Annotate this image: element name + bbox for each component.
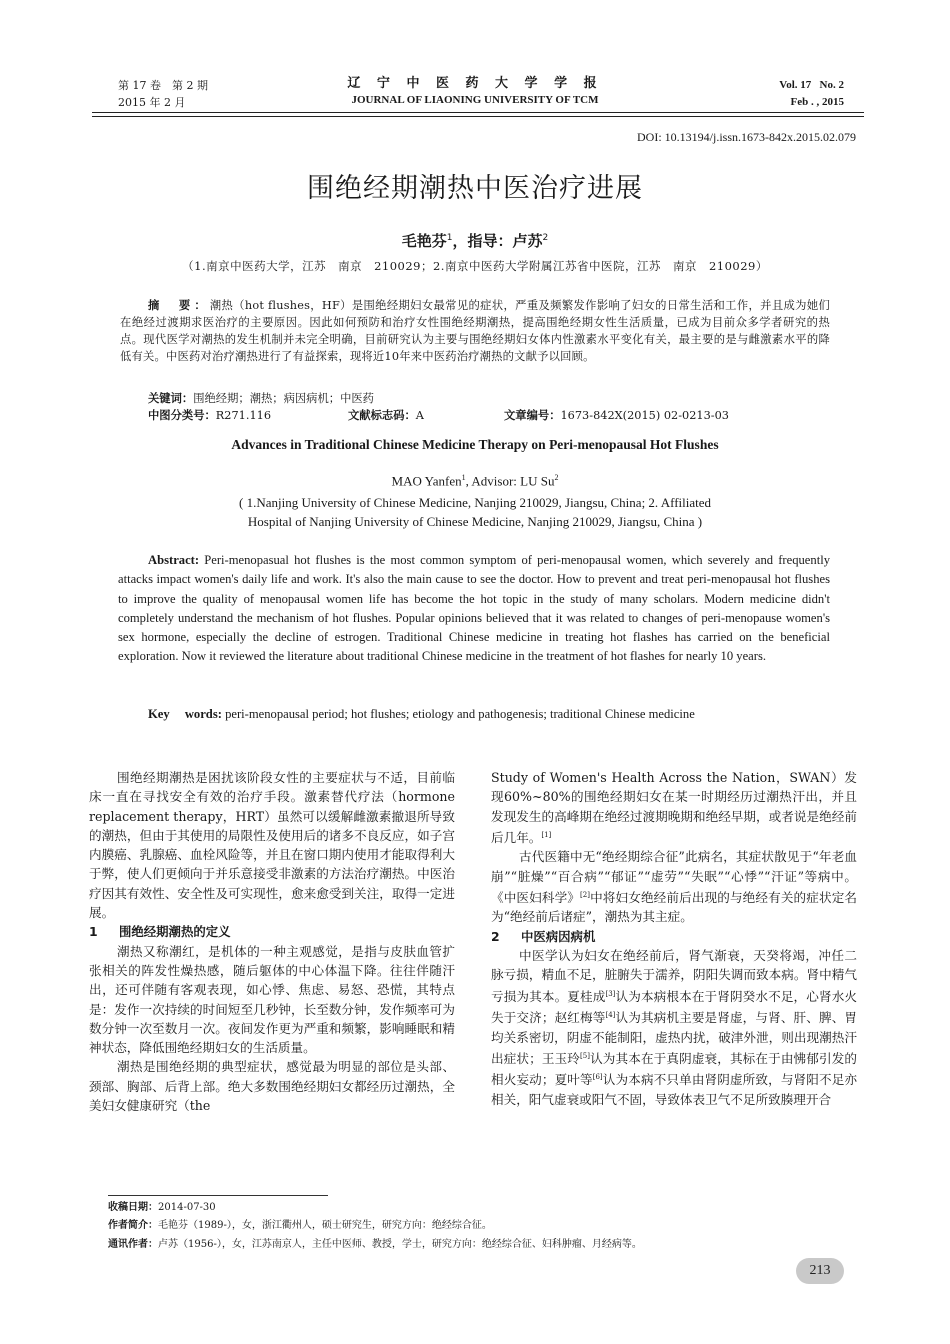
issue-en: No. 2 [819,79,844,91]
abstract-cn-label: 摘 要： [148,299,210,312]
author-en-sup-1: 1 [461,473,466,482]
citation-3: [3] [605,989,616,998]
citation-5: [5] [580,1051,590,1060]
journal-name-en: JOURNAL OF LIAONING UNIVERSITY OF TCM [351,94,599,106]
section-title-1: 围绝经期潮热的定义 [119,924,231,940]
body-column-right [491,768,857,1109]
etiology-paragraph [491,946,857,1109]
doc-code-value: A [415,409,424,422]
section-heading-2 [491,927,857,946]
article-no-label: 文章编号： [504,409,561,422]
author-sup-1: 1 [446,233,453,243]
running-header-left [118,77,208,111]
etiology-text-d: 认为其本在于真阴虚衰，其标在于由怫郁引发的相火妄动；夏叶等 [491,1051,858,1088]
affiliation-en [0,493,950,531]
affiliation-en-line-1: ( 1.Nanjing University of Chinese Medicine, Nanjing 210029, Jiangsu, China; 2. Affiliated [238,495,712,510]
definition-paragraph: 潮热又称潮红，是机体的一种主观感觉，是指与皮肤血管扩张相关的阵发性燥热感，随后躯体的中心体温下降。往往伴随汗出，还可伴随有客观表现，如心悸、焦虑、易怒、恐慌，其特点是：发作一次持续的时间短至几秒钟，长至数分钟，发作频率可为数分钟一次至数月一次。夜间发作更为严重和频繁，影响睡眠和精神状态，降低围绝经期妇女的生活质量。 [89,943,455,1056]
footnote-rule [108,1195,328,1196]
citation-1: [1] [541,830,552,839]
authors-en [0,473,950,489]
body-column-left [89,768,455,1115]
author-en-advisor: , Advisor: LU Su [465,473,555,489]
classification-row [148,407,848,424]
volume-issue-cn: 第 17 卷 第 2 期 [118,79,208,92]
section-title-2: 中医病因病机 [521,928,596,944]
received-value: 2014-07-30 [158,1202,216,1213]
corresponding-label: 通讯作者： [108,1239,158,1250]
clc-value: R271.116 [215,409,272,422]
keywords-cn-label: 关键词： [148,392,194,405]
corresponding-value: 卢苏（1956-），女，江苏南京人，主任中医师、教授，学士，研究方向：绝经综合征、妇科肿瘤、月经病等。 [158,1239,642,1250]
abstract-en [118,551,830,667]
received-label: 收稿日期： [108,1202,158,1213]
author-sup-2: 2 [542,233,549,243]
etiology-text-b: 认为本病根本在于肾阴癸水不足，心肾水火失于交济；赵红梅等 [491,988,858,1026]
citation-2: [2] [580,890,590,899]
advisor-separator: ，指导： [452,232,513,250]
abstract-en-label: Abstract: [148,553,200,567]
citation-6: [6] [592,1073,603,1082]
footnote-author [108,1216,492,1236]
ancient-texts-paragraph [491,847,857,926]
clc-label: 中图分类号： [148,409,216,422]
author-bio-label: 作者简介： [108,1220,158,1231]
keywords-en-label: Key words: [148,707,222,721]
date-cn: 2015 年 2 月 [118,96,186,109]
article-no-value: 1673-842X(2015) 02-0213-03 [560,409,729,422]
author-name-2: 卢苏 [512,232,543,250]
authors-cn [0,230,950,251]
header-rule [92,112,864,113]
affiliation-en-line-2: Hospital of Nanjing University of Chinese Medicine, Nanjing 210029, Jiangsu, China ) [247,514,703,529]
volume-en: Vol. 17 [779,79,812,91]
author-en-name-1: MAO Yanfen [391,473,462,489]
author-en-sup-2: 2 [554,473,559,482]
section-number-2: 2 [491,928,500,944]
date-en: Feb . , 2015 [790,96,844,108]
article-title-cn: 围绝经期潮热中医治疗进展 [307,173,643,204]
page-number: 213 [796,1258,844,1284]
doi: DOI: 10.13194/j.issn.1673-842x.2015.02.079 [637,130,856,144]
journal-name-cn: 辽 宁 中 医 药 大 学 学 报 [347,76,603,91]
swan-text: Study of Women's Health Across the Nation，SWAN）发现60%~80%的围绝经期妇女在某一时期经历过潮热汗出，并且发现发生的高峰期在绝经过渡期晚期和绝经早期，或者说是绝经前后几年。 [491,770,857,846]
footnote-corresponding [108,1235,642,1255]
doc-code-label: 文献标志码： [348,409,416,422]
abstract-cn-text: 潮热（hot flushes，HF）是围绝经期妇女最常见的症状，严重及频繁发作影响了妇女的日常生活和工作，并且成为她们在绝经过渡期求医治疗的主要原因。因此如何预防和治疗女性围绝经期潮热，提高围绝经期女性生活质量，已成为目前众多学者研究的热点。现代医学对潮热的发生机制并未完全明确，目前研究认为主要与围绝经期妇女体内性激素水平变化有关，最主要的是与雌激素水平的降低有关。中医药对治疗潮热进行了有益探索，现将近10年来中医药治疗潮热的文献予以回顾。 [120,299,830,363]
ancient-text-b: 中将妇女绝经前后出现的与绝经有关的症状定名为“绝经前后诸症”，潮热为其主症。 [491,890,858,925]
article-title-en: Advances in Traditional Chinese Medicine Therapy on Peri-menopausal Hot Flushes [231,437,719,452]
etiology-text-a: 中医学认为妇女在绝经前后，肾气渐衰，天癸将竭，冲任二脉亏损，精血不足，脏腑失于濡养，阴阳失调而致本病。肾中精气亏损为其本。夏桂成 [491,948,857,1004]
symptom-paragraph: 潮热是围绝经期的典型症状，感觉最为明显的部位是头部、颈部、胸部、后背上部。绝大多数围绝经期妇女都经历过潮热，全美妇女健康研究（the [89,1059,455,1114]
keywords-en-text: peri-menopausal period; hot flushes; etiology and pathogenesis; traditional Chinese medicine [225,707,695,721]
etiology-text-c: 认为其病机主要是肾虚，与肾、肝、脾、胃均关系密切，阴虚不能制阳，虚热内扰，破津外泄，则出现潮热汗出症状；王玉玲 [491,1010,858,1067]
citation-4: [4] [605,1011,616,1020]
etiology-text-e: 认为本病不只单由肾阴虚所致，与肾阳不足亦相关，阳气虚衰或阳气不固，导致体表卫气不足所致腠理开合 [491,1072,858,1107]
running-header-center [300,75,650,108]
running-header-right [779,77,844,111]
section-number-1: 1 [89,924,98,940]
affiliation-cn: （1.南京中医药大学，江苏 南京 210029；2.南京中医药大学附属江苏省中医院，江苏 南京 210029） [182,259,768,273]
ancient-text-a: 古代医籍中无“绝经期综合征”此病名，其症状散见于“年老血崩”“脏燥”“百合病”“郁证”“虚劳”“失眠”“心悸”“汗证”等病中。《中医妇科学》 [491,849,857,906]
swan-paragraph [491,768,857,847]
section-heading-1 [89,922,455,941]
keywords-cn [148,390,374,407]
header-rule-thin [92,116,864,117]
intro-paragraph: 围绝经期潮热是困扰该阶段女性的主要症状与不适，目前临床一直在寻找安全有效的治疗手段。激素替代疗法（hormone replacement therapy，HRT）虽然可以缓解雌激素撤退所导致的潮热，但由于其使用的局限性及使用后的诸多不良反应，如子宫内膜癌、乳腺癌、血栓风险等，并且在窗口期内使用才能取得利大于弊，使人们更倾向于并乐意接受非激素的方法治疗潮热。中医治疗因其有效性、安全性及可实现性，愈来愈受到关注，取得一定进展。 [89,770,455,921]
author-bio-value: 毛艳芬（1989-），女，浙江衢州人，硕士研究生，研究方向：绝经综合征。 [158,1220,492,1231]
author-name-1: 毛艳芬 [401,232,447,250]
keywords-en [118,705,830,724]
keywords-cn-text: 围绝经期；潮热；病因病机；中医药 [193,392,374,405]
abstract-en-text: Peri-menopasual hot flushes is the most common symptom of peri-menopausal women, which severely and frequently attacks impact women's daily life and work. It's also the main cause to see the doctor. How to prevent and treat peri-menopausal hot flushes to improve the quality of menopausal women life has become the hot topic in the study of many scholars. Modern medicine didn't completely understand the mechanism of hot flushes. Popular opinions believed that it was related to changes of peri-menopause women's sex hormone, especially the decline of estrogen. Traditional Chinese medicine in treating hot flashes has carried on the beneficial exploration. Now it reviewed the literature about traditional Chinese medicine in the treatment of hot flashes for nearly 10 years. [118,553,830,664]
footnote-received [108,1198,216,1218]
abstract-cn [120,297,830,365]
